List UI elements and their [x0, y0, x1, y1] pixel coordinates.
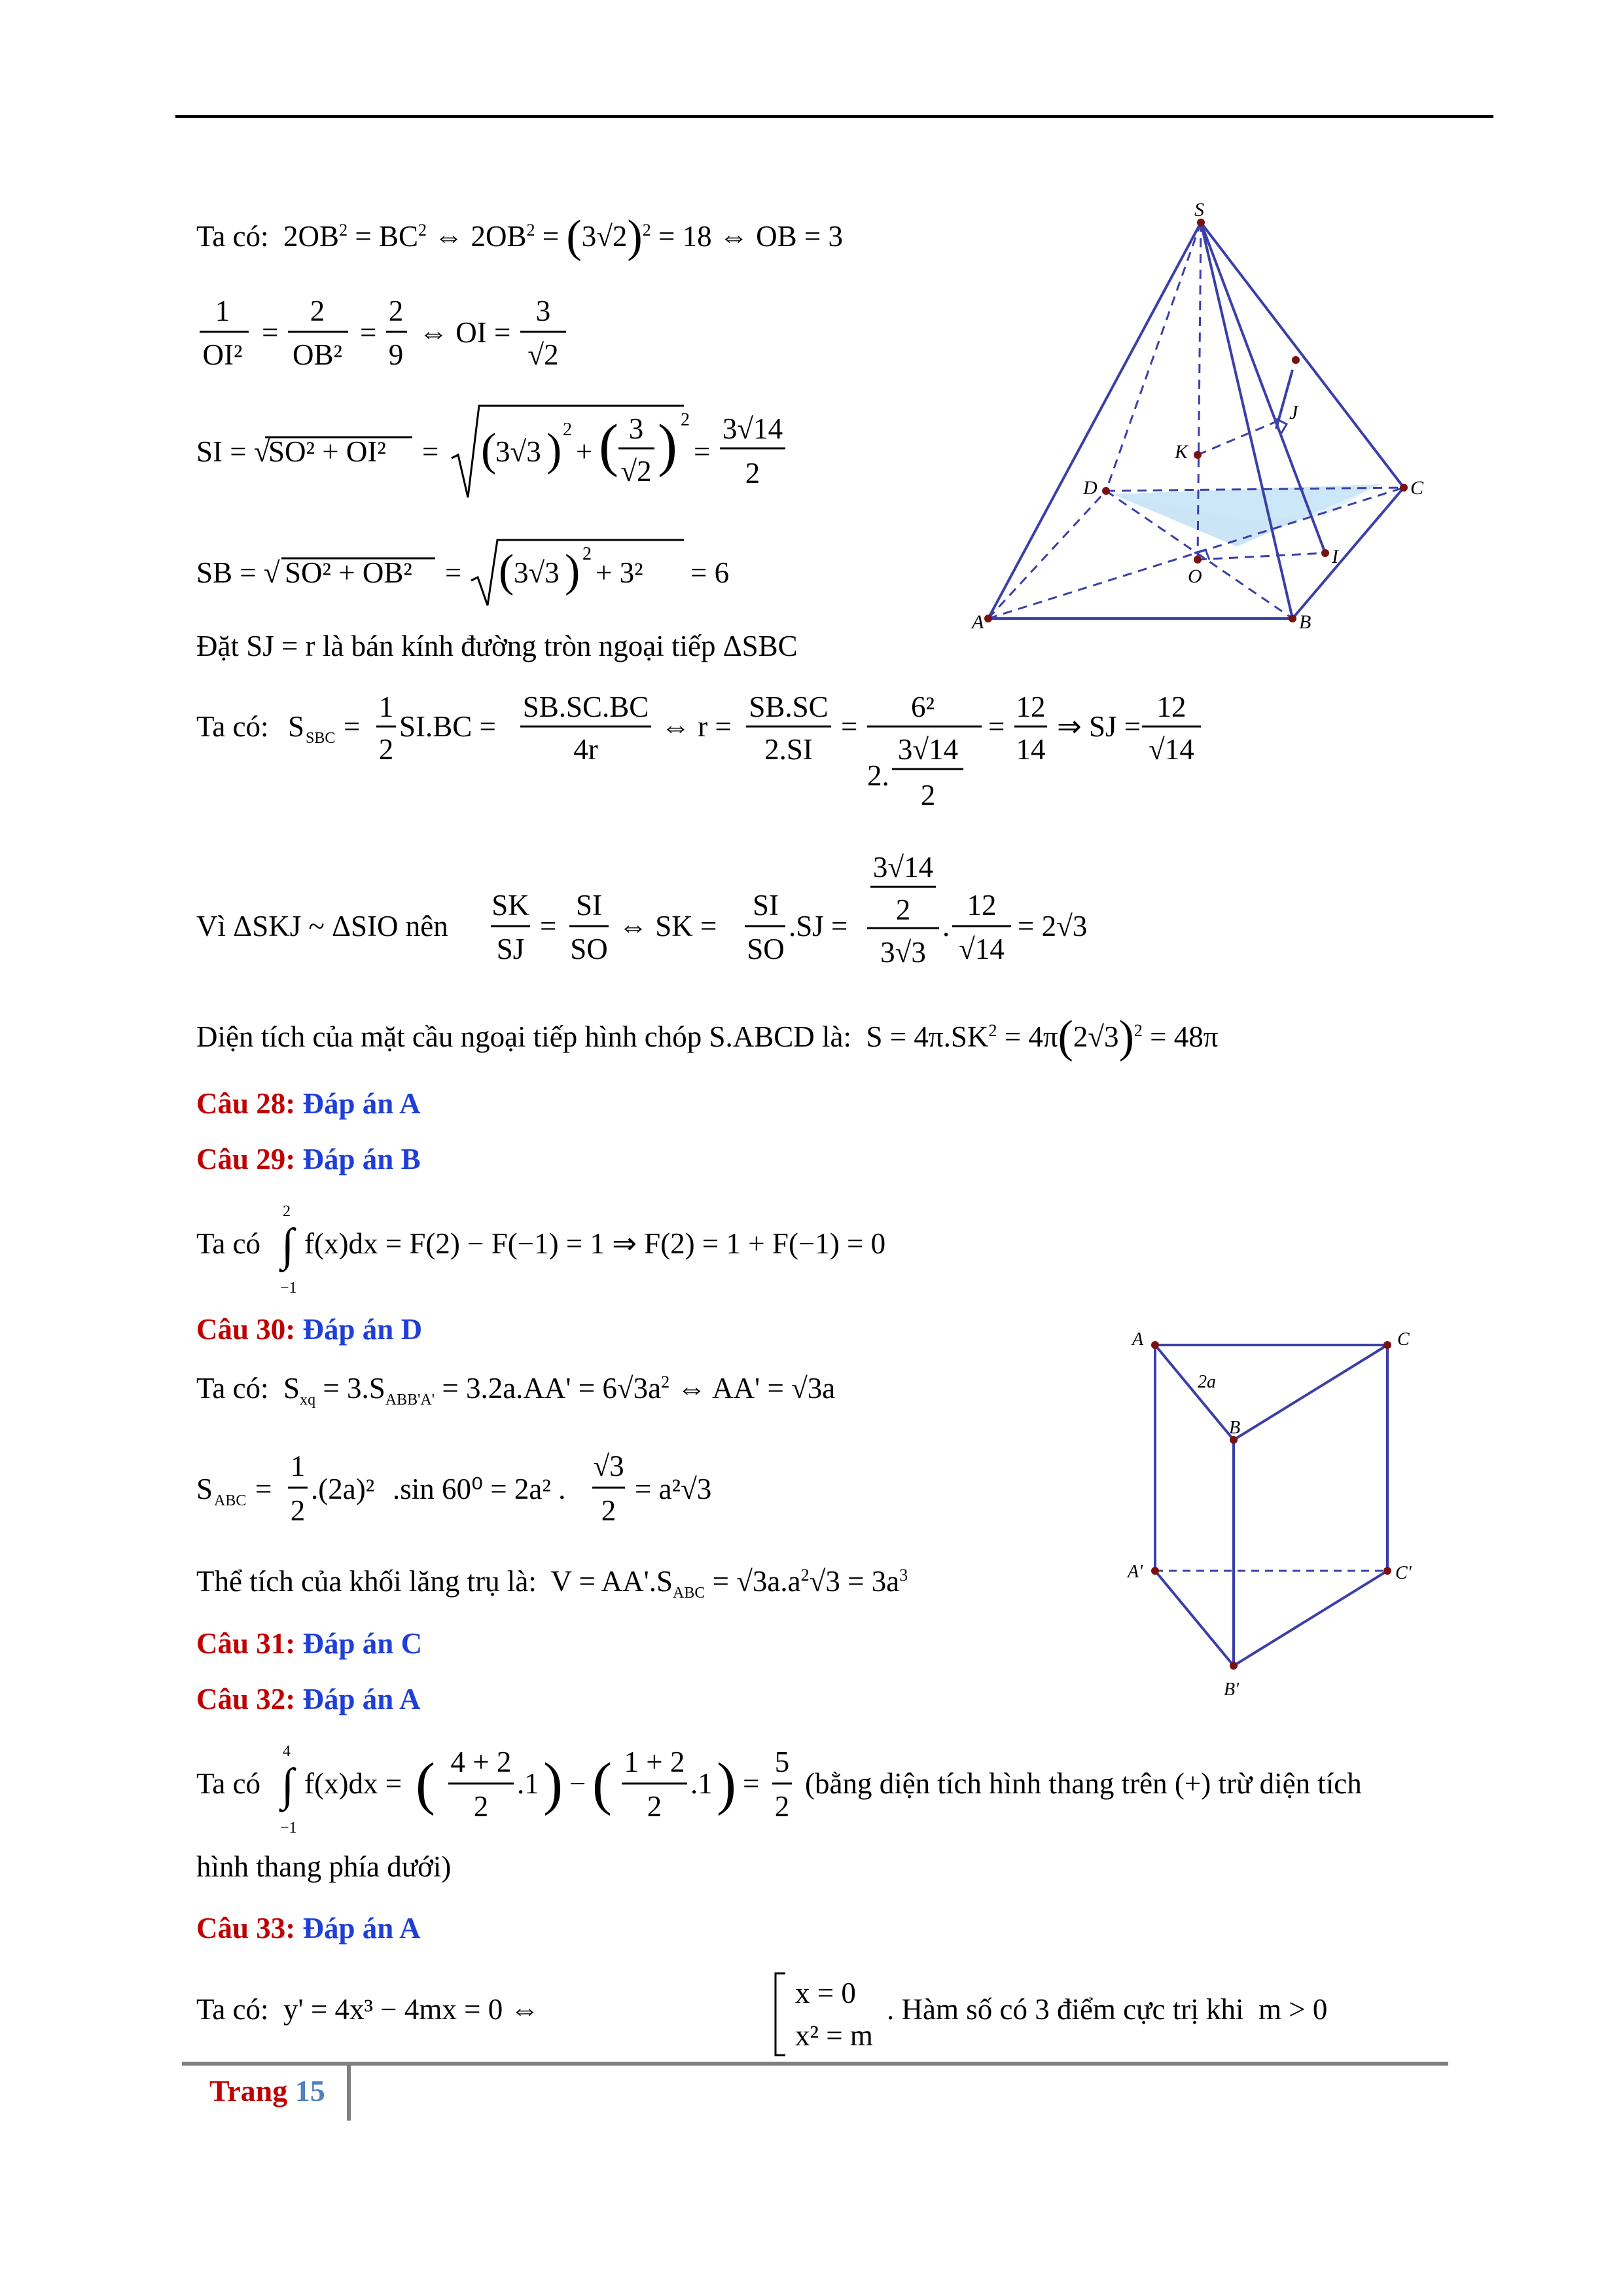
svg-text:(: ( [599, 413, 618, 478]
svg-text:3√3: 3√3 [514, 556, 560, 589]
svg-text:2: 2 [563, 420, 572, 440]
svg-text:x² = m: x² = m [795, 2019, 873, 2052]
equation-derivative [196, 1964, 1328, 2069]
answer-33: Câu 33: Đáp án A [196, 1912, 421, 1945]
equation-integral-29 [196, 1198, 1047, 1303]
svg-text:12: 12 [1156, 691, 1186, 723]
svg-text:2.SI: 2.SI [764, 733, 813, 766]
svg-text:2: 2 [582, 544, 592, 564]
page-number: Trang 15 [209, 2074, 325, 2108]
svg-text:x = 0: x = 0 [795, 1977, 856, 2009]
svg-text:.sin 60⁰ = 2a² .: .sin 60⁰ = 2a² . [393, 1473, 566, 1505]
svg-text:): ) [543, 1751, 563, 1816]
svg-text:= 2√3: = 2√3 [1018, 910, 1088, 942]
svg-text:2.: 2. [867, 759, 889, 792]
svg-text:Ta có:: Ta có: [196, 710, 269, 743]
svg-text:(: ( [416, 1751, 435, 1816]
svg-text:⇔ r =: ⇔ r = [661, 710, 732, 743]
label-b: B [1229, 1418, 1241, 1438]
svg-text:2: 2 [290, 1494, 306, 1527]
svg-text:2: 2 [895, 893, 911, 926]
svg-text:4: 4 [283, 1743, 291, 1760]
equation-sb [196, 533, 730, 619]
label-i: I [1332, 546, 1338, 567]
equation-sabc [196, 1443, 818, 1542]
answer-30: Câu 30: Đáp án D [196, 1313, 423, 1346]
svg-text:Ta có: Ta có [196, 1227, 261, 1260]
label-o: O [1188, 565, 1202, 587]
svg-text:.SJ =: .SJ = [789, 910, 848, 942]
svg-text:=: = [255, 1473, 272, 1505]
equation-sxq: Ta có: $S_{xq} = 3.S_{ABB'A'} = 3.2a.AA' = 6√3a^2$ ⇔ AA' = √3a [196, 1372, 836, 1408]
label-k: K [1175, 441, 1188, 463]
label-c: C [1410, 477, 1424, 499]
svg-text:3√14: 3√14 [897, 733, 959, 766]
svg-text:=: = [422, 435, 439, 468]
svg-text:OI²: OI² [202, 338, 243, 371]
svg-text:=: = [743, 1767, 760, 1800]
label-c: C [1397, 1329, 1410, 1350]
text-trapezoid-below: hình thang phía dưới) [196, 1850, 452, 1883]
svg-text:=: = [262, 316, 279, 349]
label-a-prime: A' [1128, 1562, 1143, 1582]
svg-text:3√3: 3√3 [495, 435, 541, 468]
equation-integral-32 [196, 1738, 1440, 1843]
label-a: A [972, 611, 984, 633]
svg-text:2: 2 [774, 1790, 790, 1823]
svg-text:(: ( [499, 546, 514, 596]
text-dat-sj: Đặt SJ = r là bán kính đường tròn ngoại tiếp ΔSBC [196, 630, 798, 662]
svg-text:2: 2 [920, 779, 936, 812]
svg-text:12: 12 [1016, 691, 1046, 723]
svg-text:= 6: = 6 [690, 556, 730, 589]
equation-volume: Thể tích của khối lăng trụ là: $V = AA'.S_{ABC} = √3a.a^2√3 = 3a^3$ [196, 1565, 908, 1602]
svg-text:√2: √2 [620, 455, 652, 488]
label-b: B [1299, 611, 1311, 633]
svg-text:f(x)dx =: f(x)dx = [304, 1767, 402, 1800]
answer-28: Câu 28: Đáp án A [196, 1087, 421, 1120]
svg-text:SBC: SBC [306, 730, 336, 747]
svg-text:): ) [717, 1751, 736, 1816]
svg-text:= a²√3: = a²√3 [635, 1473, 712, 1505]
svg-text:=: = [344, 710, 361, 743]
footer-divider [347, 2065, 351, 2121]
equation-oi [196, 291, 589, 376]
edge-b1c1 [1234, 1571, 1387, 1666]
svg-text:(: ( [481, 425, 497, 475]
edge-bc [1234, 1345, 1387, 1440]
svg-text:√2: √2 [527, 338, 559, 371]
svg-text:∫: ∫ [281, 1760, 294, 1810]
edge-ab [1155, 1345, 1234, 1440]
svg-text:.: . [942, 910, 950, 942]
svg-text:−: − [569, 1767, 586, 1800]
answer-29: Câu 29: Đáp án B [196, 1143, 421, 1175]
svg-text:2: 2 [283, 1203, 291, 1220]
svg-text:3√14: 3√14 [722, 412, 783, 445]
label-s: S [1194, 199, 1204, 221]
label-d: D [1083, 477, 1097, 499]
svg-text:⇒ SJ =: ⇒ SJ = [1057, 710, 1141, 743]
svg-text:f(x)dx = F(2) − F(−1) = 1 ⇒ F(: f(x)dx = F(2) − F(−1) = 1 ⇒ F(2) = 1 + F(−1) = 0 [304, 1227, 886, 1260]
svg-text:3: 3 [535, 295, 551, 327]
svg-text:√14: √14 [959, 933, 1005, 965]
label-j: J [1289, 402, 1298, 423]
svg-text:SJ: SJ [496, 933, 525, 965]
svg-text:SI: SI [575, 889, 603, 922]
header-rule [175, 115, 1493, 118]
svg-text:SK: SK [491, 889, 529, 922]
svg-text:SO: SO [747, 933, 785, 965]
svg-text:S: S [196, 1473, 213, 1505]
svg-text:SO: SO [570, 933, 608, 965]
segment-kj [1198, 419, 1283, 455]
svg-text:=: = [988, 710, 1005, 743]
footer-rule [182, 2062, 1448, 2066]
svg-text:S: S [288, 710, 305, 743]
svg-text:.(2a)²: .(2a)² [311, 1473, 375, 1505]
svg-text:−1: −1 [280, 1280, 297, 1297]
svg-text:SO² + OB²: SO² + OB² [285, 556, 412, 589]
svg-text:. Hàm số có 3 điểm cực trị khi: . Hàm số có 3 điểm cực trị khi m > 0 [887, 1993, 1328, 2026]
svg-text:3: 3 [628, 412, 644, 445]
svg-text:=: = [694, 435, 711, 468]
segment-oi [1198, 553, 1325, 560]
svg-text:√14: √14 [1149, 733, 1194, 766]
svg-text:6²: 6² [911, 691, 935, 723]
svg-text:4 + 2: 4 + 2 [450, 1746, 512, 1778]
svg-text:⇔ SK =: ⇔ SK = [618, 910, 717, 942]
svg-text:2: 2 [601, 1494, 616, 1527]
svg-text:2: 2 [681, 410, 690, 430]
svg-text:3√14: 3√14 [872, 851, 934, 884]
text-sphere-area: Diện tích của mặt cầu ngoại tiếp hình chóp S.ABCD là: $S = 4\pi.SK^2 = 4\pi(2√3)^2 = 48\pi$ [196, 1012, 1219, 1062]
svg-text:1: 1 [215, 295, 230, 327]
svg-text:12: 12 [967, 889, 997, 922]
svg-text:+ 3²: + 3² [596, 556, 643, 589]
svg-text:.1: .1 [690, 1767, 713, 1800]
svg-text:SB.SC: SB.SC [749, 691, 829, 723]
svg-text:=: = [540, 910, 557, 942]
svg-text:SB.SC.BC: SB.SC.BC [522, 691, 649, 723]
svg-text:4r: 4r [573, 733, 598, 766]
edge-sa [988, 223, 1201, 619]
equation-ob: Ta có: $2OB^2 = BC^2$ ⇔ $2OB^2 = (3√2)^2 = 18$ ⇔ OB = 3 [196, 211, 843, 262]
equation-si [196, 399, 818, 518]
svg-text:Ta có: Ta có [196, 1767, 261, 1800]
svg-text:SB = √: SB = √ [196, 556, 280, 589]
svg-text:⇔ OI =: ⇔ OI = [419, 316, 511, 349]
svg-text:.1: .1 [517, 1767, 539, 1800]
svg-text:2: 2 [745, 457, 760, 490]
svg-text:−1: −1 [280, 1820, 297, 1837]
svg-text:2: 2 [647, 1790, 662, 1823]
svg-text:(: ( [592, 1751, 612, 1816]
svg-text:Vì ΔSKJ ~ ΔSIO nên: Vì ΔSKJ ~ ΔSIO nên [196, 910, 448, 942]
prism-figure [1126, 1322, 1440, 1708]
equation-sj [196, 687, 1243, 835]
svg-text:1: 1 [378, 691, 394, 723]
svg-text:SI: SI [752, 889, 779, 922]
answer-31: Câu 31: Đáp án C [196, 1627, 423, 1660]
label-a: A [1132, 1329, 1144, 1350]
svg-text:+: + [576, 435, 593, 468]
svg-text:OB²: OB² [292, 338, 343, 371]
svg-text:(bằng diện tích hình thang trê: (bằng diện tích hình thang trên (+) trừ diện tích [805, 1767, 1362, 1800]
svg-text:SI.BC =: SI.BC = [399, 710, 496, 743]
svg-text:=: = [841, 710, 858, 743]
answer-32: Câu 32: Đáp án A [196, 1683, 421, 1715]
svg-text:2: 2 [378, 733, 394, 766]
equation-sk [196, 851, 1145, 989]
svg-text:): ) [546, 425, 562, 475]
svg-text:2: 2 [388, 295, 404, 327]
label-c-prime: C' [1395, 1563, 1412, 1583]
svg-text:): ) [658, 413, 677, 478]
pyramid-figure [969, 196, 1440, 641]
svg-text:1: 1 [290, 1450, 306, 1482]
svg-text:2: 2 [310, 295, 325, 327]
svg-text:3√3: 3√3 [880, 936, 926, 969]
svg-text:SO² + OI²: SO² + OI² [268, 435, 386, 468]
edge-a1b1 [1155, 1571, 1234, 1666]
svg-text:): ) [565, 546, 580, 596]
svg-text:SI = √: SI = √ [196, 435, 270, 468]
svg-text:2: 2 [473, 1790, 489, 1823]
label-b-prime: B' [1224, 1679, 1240, 1700]
svg-text:9: 9 [388, 338, 404, 371]
svg-text:=: = [445, 556, 462, 589]
svg-text:1 + 2: 1 + 2 [624, 1746, 685, 1778]
label-2a: 2a [1198, 1372, 1216, 1392]
svg-text:=: = [360, 316, 377, 349]
svg-text:Ta có: y' = 4x³ − 4mx = 0 ⇔: Ta có: y' = 4x³ − 4mx = 0 ⇔ [196, 1993, 540, 2026]
svg-text:5: 5 [774, 1746, 790, 1778]
svg-text:∫: ∫ [281, 1220, 294, 1270]
svg-text:14: 14 [1016, 733, 1046, 766]
svg-text:√3: √3 [593, 1450, 624, 1482]
svg-text:ABC: ABC [214, 1492, 247, 1509]
